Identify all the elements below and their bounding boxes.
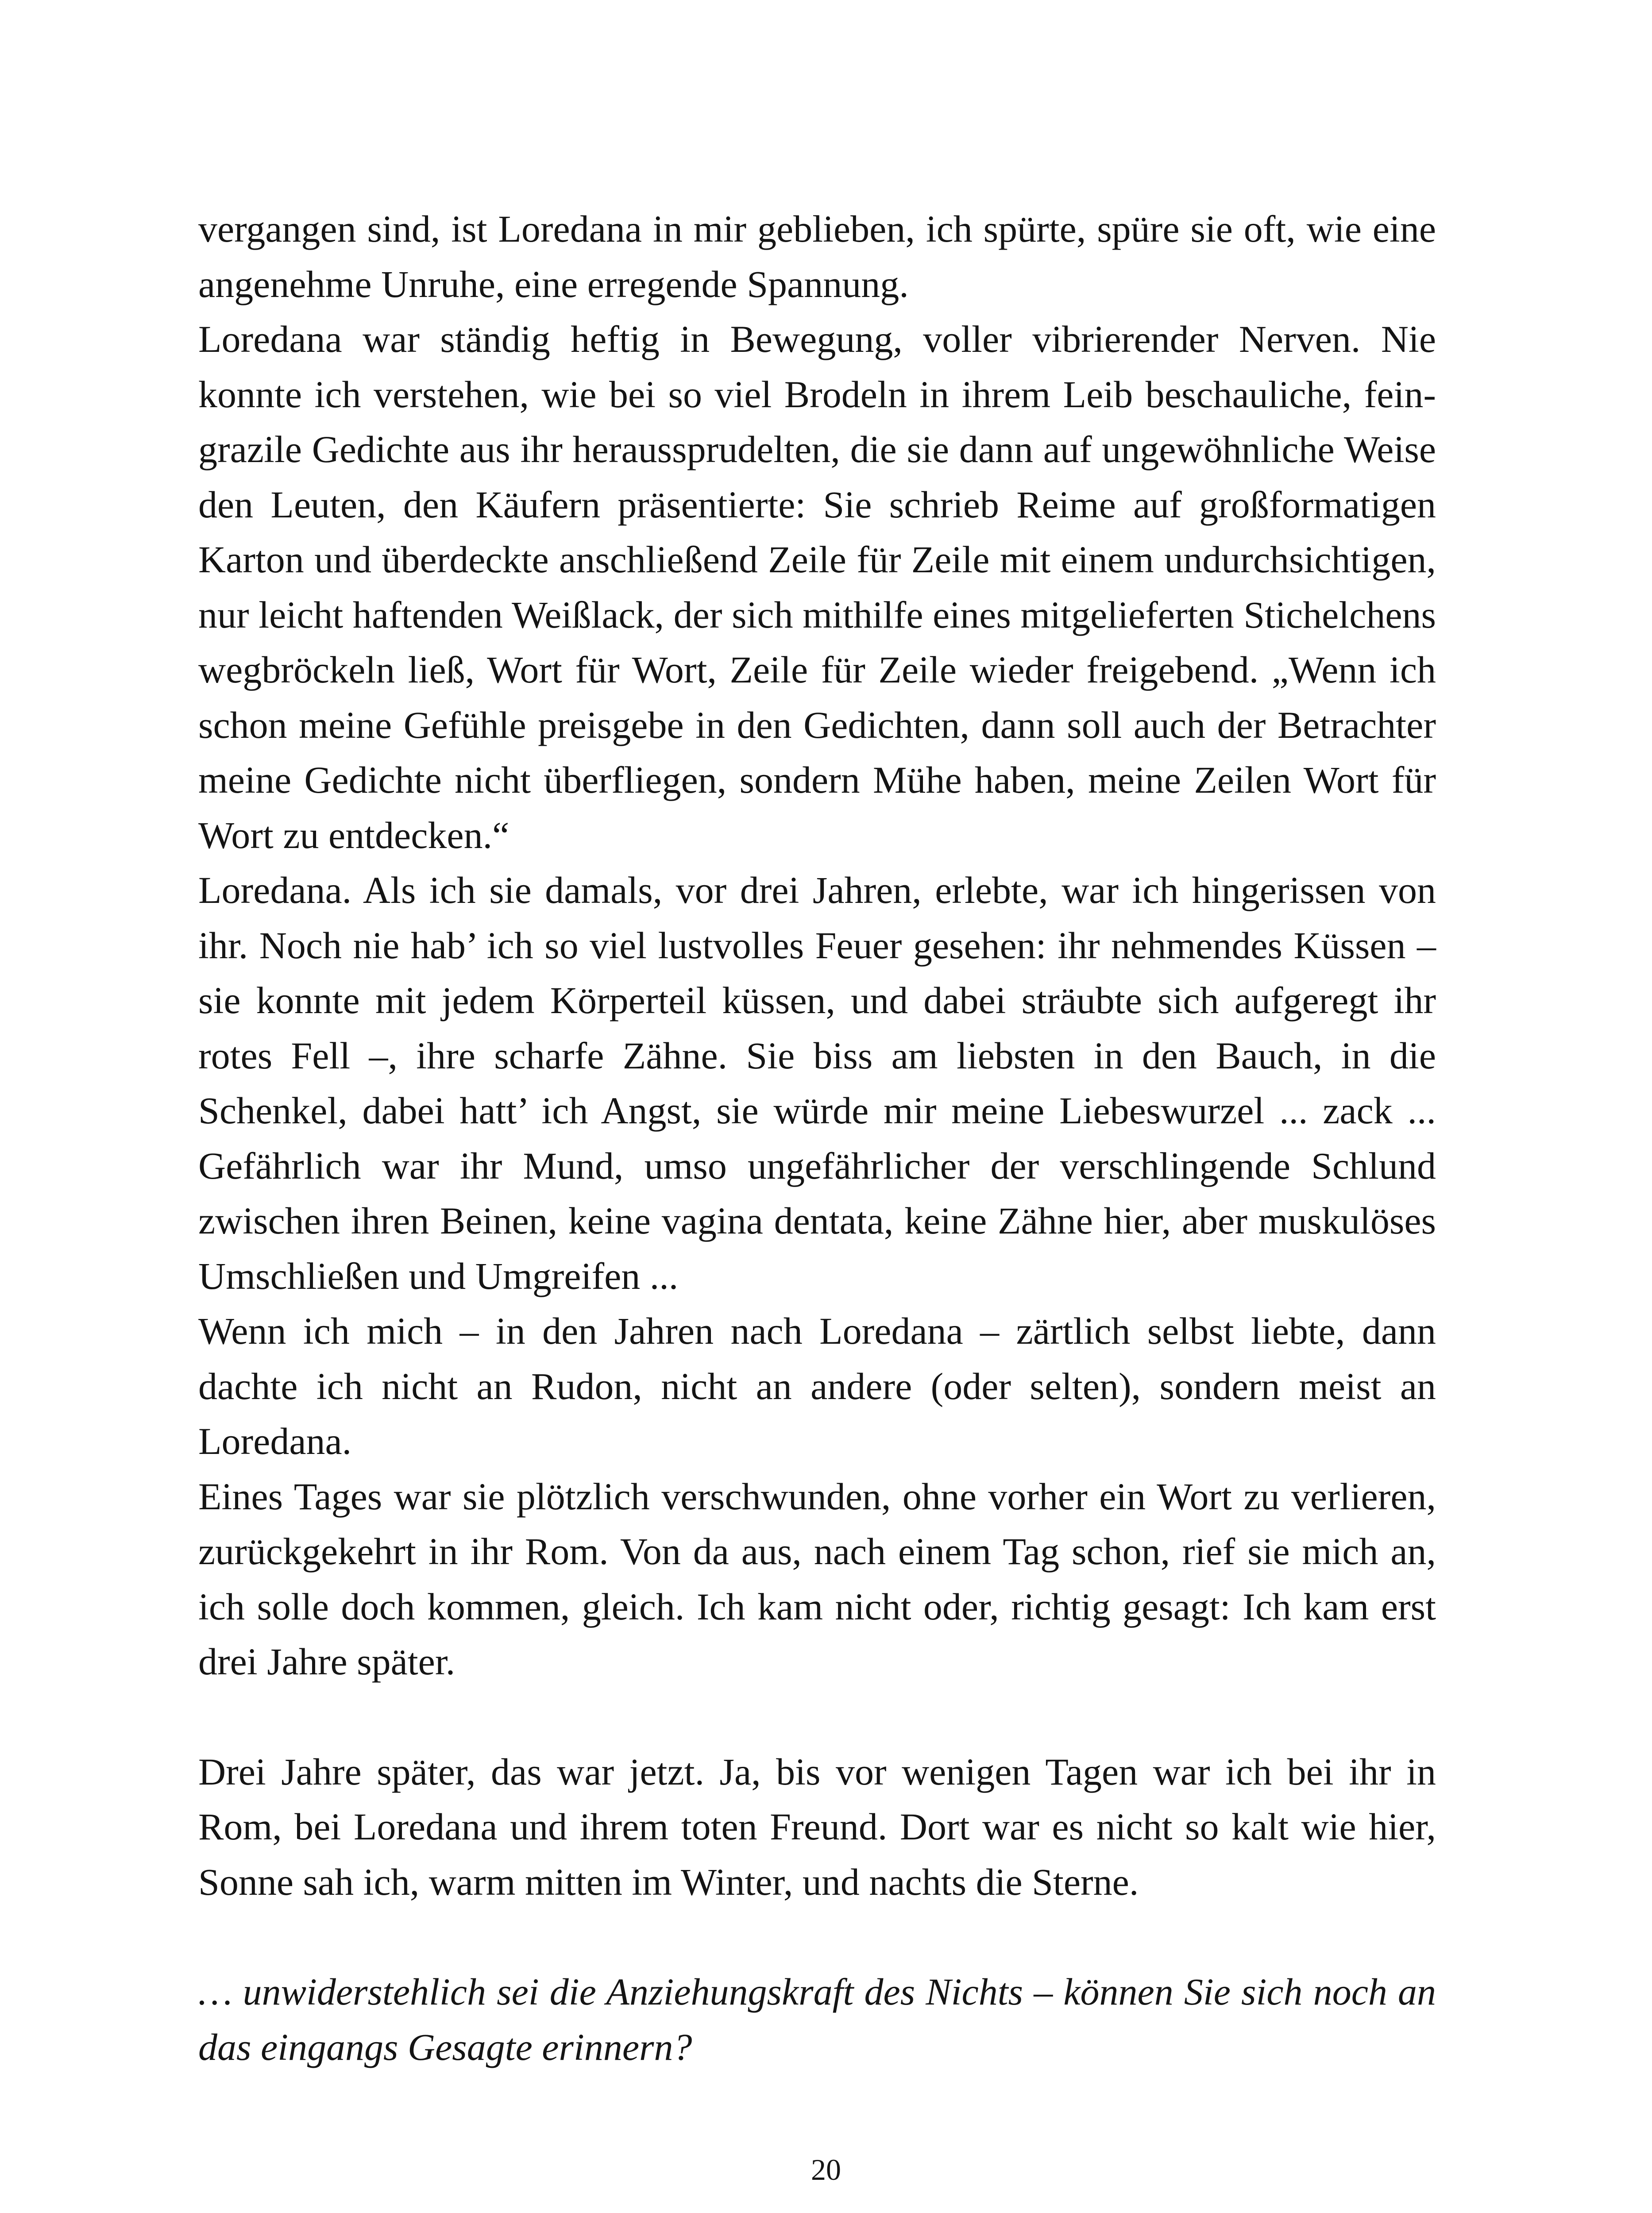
page-number: 20 [811,2153,841,2186]
section-break [198,1689,1436,1744]
paragraph-6: Drei Jahre später, das war jetzt. Ja, bis vor wenigen Tagen war ich bei ihr in Rom, bei Loredana und ihrem toten Freund. Dort war es nicht so kalt wie hier, Sonne sah ich, warm mitten im Winter, und nachts die Sterne. [198,1750,1436,1903]
body-text [198,201,1436,2074]
paragraph-5: Eines Tages war sie plötzlich verschwunden, ohne vorher ein Wort zu verlieren, zurückgekehrt in ihr Rom. Von da aus, nach einem Tag schon, rief sie mich an, ich solle doch kommen, gleich. Ich kam nicht oder, richtig gesagt: Ich kam erst drei Jahre später. [198,1475,1436,1683]
paragraph-3: Loredana. Als ich sie damals, vor drei Jahren, erlebte, war ich hingerissen von ihr. Noch nie hab’ ich so viel lustvolles Feuer gesehen: ihr nehmendes Küssen – sie konnte mit jedem Körperteil küssen, und dabei sträubte sich aufgeregt ihr rotes Fell –, ihre scharfe Zähne. Sie biss am liebsten in den Bauch, in die Schenkel, dabei hatt’ ich Angst, sie würde mir meine Liebeswurzel ... zack ... Gefährlich war ihr Mund, umso ungefährlicher der verschlingende Schlund zwischen ihren Beinen, keine vagina dentata, keine Zähne hier, aber muskulöses Umschließen und Umgreifen ... [198,869,1436,1297]
section-break [198,1909,1436,1964]
paragraph-2: Loredana war ständig heftig in Bewegung, voller vibrierender Nerven. Nie konnte ich verstehen, wie bei so viel Brodeln in ihrem Leib beschauliche, fein-grazile Gedichte aus ihr heraussprudelten, die sie dann auf ungewöhnliche Weise den Leuten, den Käufern präsentierte: Sie schrieb Reime auf großformatigen Karton und überdeckte anschließend Zeile für Zeile mit einem undurchsichtigen, nur leicht haftenden Weißlack, der sich mithilfe eines mitgelieferten Stichelchens wegbröckeln ließ, Wort für Wort, Zeile für Zeile wieder freigebend. „Wenn ich schon meine Gefühle preisgebe in den Gedichten, dann soll auch der Betrachter meine Gedichte nicht überfliegen, sondern Mühe haben, meine Zeilen Wort für Wort zu entdecken.“ [198,318,1436,856]
paragraph-4: Wenn ich mich – in den Jahren nach Loredana – zärtlich selbst liebte, dann dachte ich nicht an Rudon, nicht an andere (oder selten), sondern meist an Loredana. [198,1310,1436,1462]
paragraph-1: vergangen sind, ist Loredana in mir geblieben, ich spürte, spüre sie oft, wie eine angenehme Unruhe, eine erregende Spannung. [198,208,1436,305]
italic-quote: … unwiderstehlich sei die Anziehungskraft des Nichts – können Sie sich noch an das eingangs Gesagte erinnern? [198,1970,1436,2068]
